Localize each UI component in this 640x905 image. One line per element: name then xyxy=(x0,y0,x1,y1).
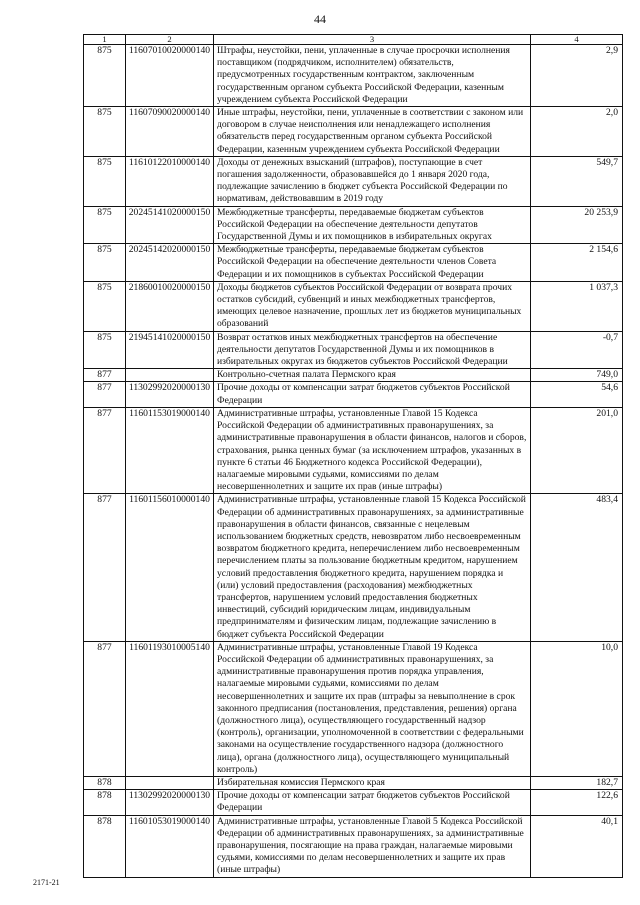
admin-code-cell: 878 xyxy=(84,790,126,815)
table-row xyxy=(84,369,623,382)
budget-code-cell: 11601193010005140 xyxy=(126,641,214,776)
page-number: 44 xyxy=(314,12,326,26)
description-cell: Иные штрафы, неустойки, пени, уплаченные в соответствии с законом или договором в случае неисполнения или ненадлежащего исполнения обязательств перед государственным органом субъекта Российской Федерации, казенным учреждением субъекта Российской Федерации xyxy=(214,107,531,157)
budget-code-cell: 21860010020000150 xyxy=(126,281,214,331)
budget-code-cell: 11601053019000140 xyxy=(126,815,214,877)
description-cell: Административные штрафы, установленные Главой 15 Кодекса Российской Федерации об административных правонарушениях, за административные правонарушения в области финансов, налогов и сборов, страхования, рынка ценных бумаг (за исключением штрафов, указанных в пункте 6 статьи 46 Бюджетного кодекса Российской Федерации), налагаемые мировыми судьями, комиссиями по делам несовершеннолетних и защите их прав (иные штрафы) xyxy=(214,407,531,493)
table-row xyxy=(84,494,623,641)
amount-cell: 2 154,6 xyxy=(531,244,623,282)
amount-cell: 40,1 xyxy=(531,815,623,877)
description-cell: Избирательная комиссия Пермского края xyxy=(214,776,531,789)
description-cell: Межбюджетные трансферты, передаваемые бюджетам субъектов Российской Федерации на обеспечение деятельности депутатов Государственной Думы и их помощников в избирательных округах xyxy=(214,206,531,244)
description-cell: Прочие доходы от компенсации затрат бюджетов субъектов Российской Федерации xyxy=(214,382,531,407)
admin-code-cell: 877 xyxy=(84,407,126,493)
table-row xyxy=(84,107,623,157)
budget-code-cell xyxy=(126,369,214,382)
amount-cell: 122,6 xyxy=(531,790,623,815)
description-cell: Доходы от денежных взысканий (штрафов), поступающие в счет погашения задолженности, образовавшейся до 1 января 2020 года, подлежащие зачислению в бюджет субъекта Российской Федерации по нормативам, действовавшим в 2019 году xyxy=(214,156,531,206)
admin-code-cell: 875 xyxy=(84,281,126,331)
admin-code-cell: 875 xyxy=(84,244,126,282)
table-row xyxy=(84,156,623,206)
admin-code-cell: 875 xyxy=(84,156,126,206)
table-row xyxy=(84,776,623,789)
budget-code-cell: 11302992020000130 xyxy=(126,382,214,407)
table-row xyxy=(84,281,623,331)
budget-code-cell: 21945141020000150 xyxy=(126,331,214,369)
amount-cell: 10,0 xyxy=(531,641,623,776)
description-cell: Административные штрафы, установленные главой 15 Кодекса Российской Федерации об административных правонарушениях, за административные правонарушения в области финансов, связанные с нецелевым использованием бюджетных средств, невозвратом либо несвоевременным возвратом бюджетного кредита, неперечислением либо несвоевременным перечислением платы за пользование бюджетным кредитом, нарушением условий предоставления бюджетного кредита, нарушением порядка и (или) условий предоставления (расходования) межбюджетных трансфертов, нарушением условий предоставления бюджетных инвестиций, субсидий юридическим лицам, индивидуальным предпринимателям и физическим лицам, подлежащие зачислению в бюджет субъекта Российской Федерации xyxy=(214,494,531,641)
budget-code-cell: 11601153019000140 xyxy=(126,407,214,493)
budget-code-cell: 11607090020000140 xyxy=(126,107,214,157)
amount-cell: 549,7 xyxy=(531,156,623,206)
budget-code-cell: 20245141020000150 xyxy=(126,206,214,244)
revenue-table xyxy=(83,34,623,878)
admin-code-cell: 877 xyxy=(84,382,126,407)
admin-code-cell: 878 xyxy=(84,815,126,877)
description-cell: Административные штрафы, установленные Главой 5 Кодекса Российской Федерации об административных правонарушениях, за административные правонарушения, посягающие на права граждан, налагаемые мировыми судьями, комиссиями по делам несовершеннолетних и защите их прав (иные штрафы) xyxy=(214,815,531,877)
admin-code-cell: 877 xyxy=(84,641,126,776)
admin-code-cell: 875 xyxy=(84,206,126,244)
description-cell: Доходы бюджетов субъектов Российской Федерации от возврата прочих остатков субсидий, субвенций и иных межбюджетных трансфертов, имеющих целевое назначение, прошлых лет из бюджетов муниципальных образований xyxy=(214,281,531,331)
table-row xyxy=(84,641,623,776)
budget-code-cell: 11610122010000140 xyxy=(126,156,214,206)
budget-code-cell: 20245142020000150 xyxy=(126,244,214,282)
amount-cell: 182,7 xyxy=(531,776,623,789)
amount-cell: 20 253,9 xyxy=(531,206,623,244)
admin-code-cell: 877 xyxy=(84,369,126,382)
budget-code-cell: 11302992020000130 xyxy=(126,790,214,815)
admin-code-cell: 875 xyxy=(84,331,126,369)
amount-cell: 54,6 xyxy=(531,382,623,407)
amount-cell: 2,9 xyxy=(531,45,623,107)
footer-code: 2171-21 xyxy=(33,878,60,887)
admin-code-cell: 875 xyxy=(84,107,126,157)
budget-code-cell xyxy=(126,776,214,789)
header-col-4: 4 xyxy=(531,35,623,45)
admin-code-cell: 878 xyxy=(84,776,126,789)
description-cell: Прочие доходы от компенсации затрат бюджетов субъектов Российской Федерации xyxy=(214,790,531,815)
table-row xyxy=(84,331,623,369)
table-row xyxy=(84,244,623,282)
description-cell: Контрольно-счетная палата Пермского края xyxy=(214,369,531,382)
amount-cell: 483,4 xyxy=(531,494,623,641)
description-cell: Межбюджетные трансферты, передаваемые бюджетам субъектов Российской Федерации на обеспечение деятельности членов Совета Федерации и их помощников в субъектах Российской Федерации xyxy=(214,244,531,282)
amount-cell: 1 037,3 xyxy=(531,281,623,331)
table-row xyxy=(84,815,623,877)
table-row xyxy=(84,407,623,493)
description-cell: Возврат остатков иных межбюджетных трансфертов на обеспечение деятельности депутатов Государственной Думы и их помощников в избирательных округах из бюджетов субъектов Российской Федерации xyxy=(214,331,531,369)
table-row xyxy=(84,206,623,244)
budget-code-cell: 11607010020000140 xyxy=(126,45,214,107)
header-row xyxy=(84,35,623,45)
amount-cell: 749,0 xyxy=(531,369,623,382)
table-row xyxy=(84,45,623,107)
amount-cell: 2,0 xyxy=(531,107,623,157)
table-row xyxy=(84,382,623,407)
description-cell: Административные штрафы, установленные Главой 19 Кодекса Российской Федерации об административных правонарушениях, за административные правонарушения против порядка управления, налагаемые мировыми судьями, комиссиями по делам несовершеннолетних и защите их прав (штрафы за невыполнение в срок законного предписания (постановления, представления, решения) органа (должностного лица), осуществляющего государственный надзор (контроль), организации, уполномоченной в соответствии с федеральными законами на осуществление государственного надзора (должностного лица), органа (должностного лица), осуществляющего муниципальный контроль) xyxy=(214,641,531,776)
header-col-2: 2 xyxy=(126,35,214,45)
description-cell: Штрафы, неустойки, пени, уплаченные в случае просрочки исполнения поставщиком (подрядчиком, исполнителем) обязательств, предусмотренных государственным контрактом, заключенным государственным органом субъекта Российской Федерации, казенным учреждением субъекта Российской Федерации xyxy=(214,45,531,107)
admin-code-cell: 875 xyxy=(84,45,126,107)
amount-cell: -0,7 xyxy=(531,331,623,369)
table-row xyxy=(84,790,623,815)
header-col-1: 1 xyxy=(84,35,126,45)
header-col-3: 3 xyxy=(214,35,531,45)
amount-cell: 201,0 xyxy=(531,407,623,493)
budget-code-cell: 11601156010000140 xyxy=(126,494,214,641)
admin-code-cell: 877 xyxy=(84,494,126,641)
